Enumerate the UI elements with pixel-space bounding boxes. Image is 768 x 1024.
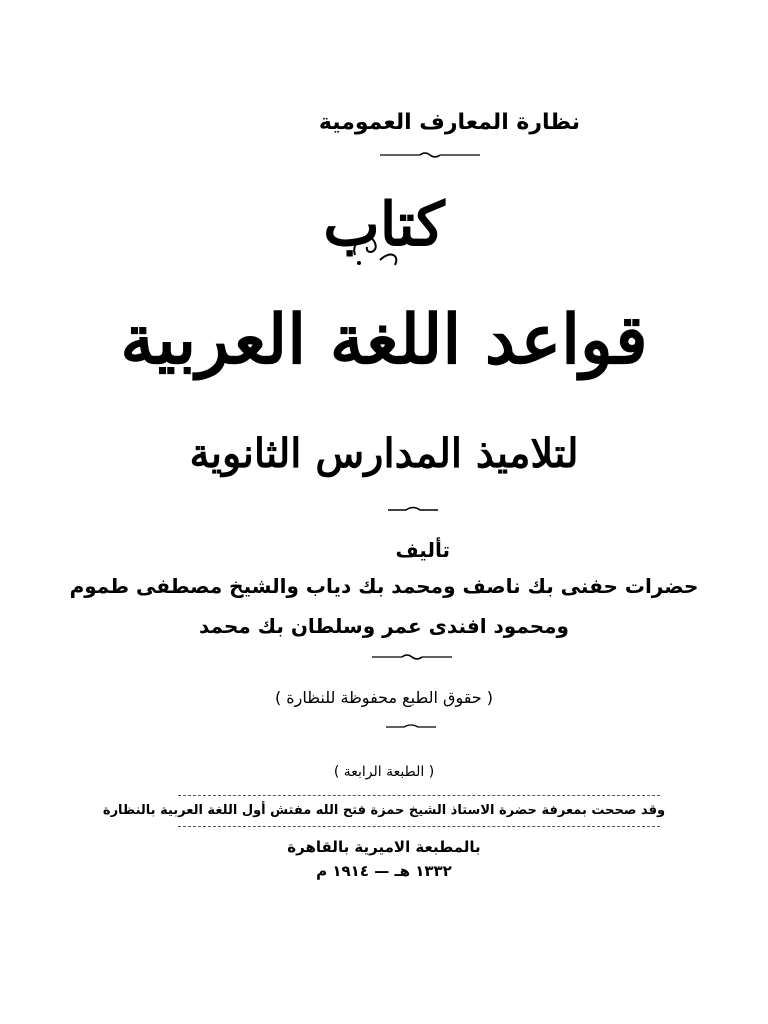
edition-notice: ( الطبعة الرابعة ) xyxy=(333,764,435,780)
book-word: كتاب xyxy=(323,190,445,260)
top-rule xyxy=(178,795,660,796)
publication-date: ١٣٣٢ هـ — ١٩١٤ م xyxy=(316,862,452,880)
divider-ornament-mid xyxy=(388,505,438,515)
ministry-heading: نظارة المعارف العمومية xyxy=(318,110,580,135)
bottom-rule xyxy=(178,826,660,827)
authors-line-2: ومحمود افندى عمر وسلطان بك محمد xyxy=(199,614,569,638)
book-subtitle: لتلاميذ المدارس الثانوية xyxy=(189,430,579,477)
divider-ornament-rights xyxy=(386,722,436,732)
printer-name: بالمطبعة الاميرية بالقاهرة xyxy=(287,838,481,856)
authors-line-1: حضرات حفنى بك ناصف ومحمد بك دياب والشيخ مصطفى طموم xyxy=(69,574,699,598)
divider-ornament-top xyxy=(380,150,480,160)
authored-by-label: تأليف xyxy=(395,538,450,562)
correction-note: وقد صححت بمعرفة حضرة الاستاذ الشيخ حمزة فتح الله مفتش أول اللغة العربية بالنظارة xyxy=(102,803,666,818)
copyright-notice: ( حقوق الطبع محفوظة للنظارة ) xyxy=(274,688,494,707)
divider-ornament-authors xyxy=(372,652,452,662)
book-title: قواعد اللغة العربية xyxy=(120,300,648,380)
